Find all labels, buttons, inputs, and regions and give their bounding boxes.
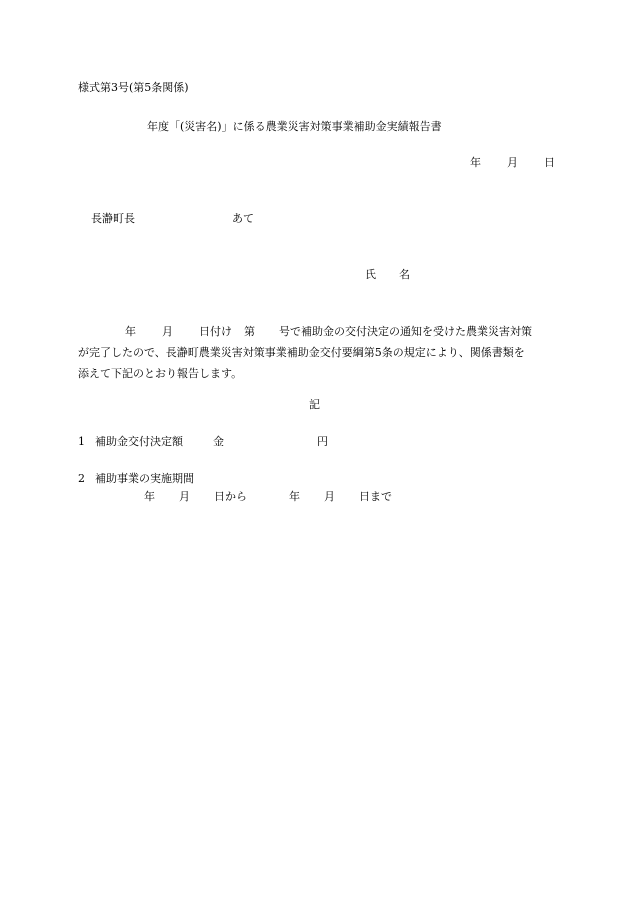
date-year: 年 [470, 156, 481, 169]
body-rest: 号で補助金の交付決定の通知を受けた農業災害対策 [279, 325, 532, 338]
report-body [78, 321, 552, 384]
body-line-1 [78, 321, 552, 342]
item1-number: 1 [78, 435, 85, 448]
item2-label: 補助事業の実施期間 [95, 472, 194, 485]
date-line [470, 156, 555, 170]
applicant-mei: 名 [399, 268, 410, 281]
body-line-3: 添えて下記のとおり報告します。 [78, 367, 243, 380]
period-from-month: 月 [179, 490, 190, 503]
body-year: 年 [125, 325, 136, 338]
body-line-2: が完了したので、長瀞町農業災害対策事業補助金交付要綱第5条の規定により、関係書類を [78, 346, 525, 359]
period-to-day: 日まで [359, 490, 392, 503]
period-to-month: 月 [324, 490, 335, 503]
date-day: 日 [544, 156, 555, 169]
body-dai: 第 [244, 325, 255, 338]
period-to-year: 年 [289, 490, 300, 503]
date-month: 月 [507, 156, 518, 169]
form-number: 様式第3号(第5条関係) [78, 81, 189, 94]
recipient-suffix: あて [232, 212, 254, 225]
body-dated: 日付け [199, 325, 232, 338]
ki-heading: 記 [309, 398, 320, 411]
recipient-name: 長瀞町長 [91, 212, 135, 225]
item2-number: 2 [78, 472, 85, 485]
item1-yen: 円 [317, 435, 328, 448]
period-from-day: 日から [214, 490, 247, 503]
item1-label: 補助金交付決定額 [95, 435, 183, 448]
body-month: 月 [162, 325, 173, 338]
period-from-year: 年 [144, 490, 155, 503]
item2-period [144, 490, 392, 504]
document-title: 年度「(災害名)」に係る農業災害対策事業補助金実績報告書 [147, 120, 442, 133]
applicant-shi: 氏 [365, 268, 376, 281]
item1-kin: 金 [213, 435, 224, 448]
